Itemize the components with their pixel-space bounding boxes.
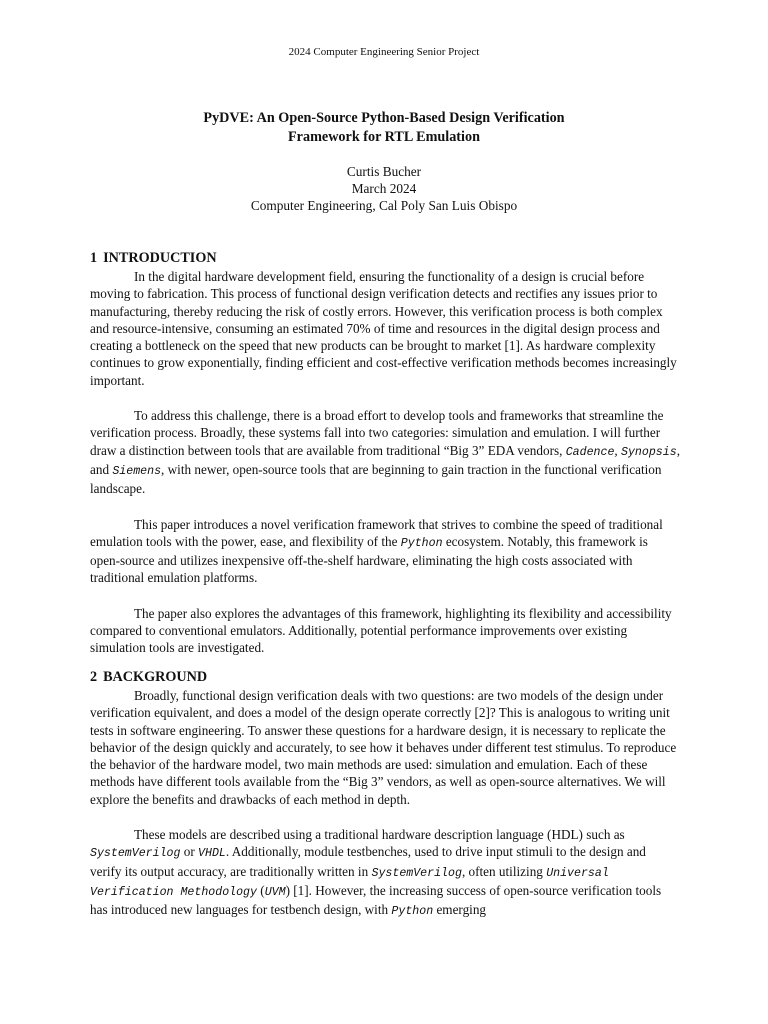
code-term: Universal Verification Methodology	[90, 866, 609, 899]
section-heading	[90, 248, 680, 268]
text-run: To address this challenge, there is a broad effort to develop tools and frameworks that streamline the verification process. Broadly, these systems fall into two categories: simulation and emulation. I will further draw a distinction between tools that are available from traditional “Big 3” EDA vendors,	[90, 408, 664, 458]
code-term: UVM	[264, 885, 286, 899]
paragraph	[90, 516, 680, 587]
text-run: ,	[614, 442, 622, 458]
text-run: These models are described using a traditional hardware description language (HDL) such as	[134, 827, 625, 843]
affiliation: Computer Engineering, Cal Poly San Luis Obispo	[250, 198, 518, 213]
paragraph	[90, 826, 680, 920]
code-term: Siemens	[112, 464, 162, 478]
paragraph	[90, 605, 680, 657]
section-number: 1	[90, 250, 98, 266]
section-introduction	[90, 248, 680, 657]
title-line-1: PyDVE: An Open-Source Python-Based Design Verification	[203, 110, 565, 126]
text-run: ) [1]. However, the increasing success of open-source verification tools has introduced new languages for testbench design, with	[90, 882, 662, 918]
text-run: or	[180, 844, 199, 860]
text-run: This paper introduces a novel verification framework that strives to combine the speed of traditional emulation tools with the power, ease, and flexibility of the	[90, 516, 663, 549]
paper-title	[140, 109, 628, 147]
section-number: 2	[90, 669, 98, 685]
author: Curtis Bucher	[346, 164, 422, 179]
running-header: 2024 Computer Engineering Senior Project	[288, 46, 480, 58]
text-run: In the digital hardware development field, ensuring the functionality of a design is crucial before moving to fabrication. This process of functional design verification detects and rectifies any issues prior to manufacturing, thereby reducing the risk of costly errors. However, this verification process is both complex and resource-intensive, consuming an estimated 70% of time and resources in the digital design process and creating a bottleneck on the speed that new products can be brought to market [1]. As hardware complexity continues to grow exponentially, finding efficient and cost-effective verification methods becomes increasingly important.	[90, 269, 677, 388]
title-line-2: Framework for RTL Emulation	[288, 129, 480, 145]
text-run: , with newer, open-source tools that are beginning to gain traction in the functional verification landscape.	[90, 461, 662, 497]
date: March 2024	[351, 181, 417, 196]
text-run: emerging	[433, 902, 487, 918]
code-term: SystemVerilog	[90, 847, 181, 861]
section-background	[90, 667, 680, 921]
text-run: The paper also explores the advantages of this framework, highlighting its flexibility and accessibility compared to conventional emulators. Additionally, potential performance improvements over existing simulation tools are investigated.	[90, 605, 672, 656]
section-title: BACKGROUND	[103, 669, 208, 685]
code-term: Python	[400, 536, 443, 550]
text-run: Broadly, functional design verification deals with two questions: are two models of the design under verification equivalent, and does a model of the design operate correctly [2]? This is analogous to writing unit tests in software engineering. To answer these questions for a hardware design, it is necessary to replicate the behavior of the design quickly and accurately, to see how it behaves under different test stimulus. To reproduce the behavior of the hardware model, two main methods are used: simulation and emulation. Each of these methods have different tools available from the “Big 3” vendors, as well as open-source alternatives. We will explore the benefits and drawbacks of each method in depth.	[90, 688, 677, 807]
code-term: Synopsis	[621, 445, 677, 459]
code-term: SystemVerilog	[371, 866, 462, 880]
paragraph	[90, 407, 680, 497]
paragraph	[90, 268, 680, 389]
code-term: VHDL	[198, 847, 226, 861]
text-run: , and	[90, 442, 680, 477]
paragraph	[90, 687, 680, 808]
text-run: (	[256, 882, 265, 898]
text-run: ecosystem. Notably, this framework is open-source and utilizes inexpensive off-the-shelf hardware, eliminating the high costs associated with traditional emulation platforms.	[90, 533, 648, 586]
section-title: INTRODUCTION	[103, 250, 217, 266]
code-term: Python	[391, 905, 434, 919]
code-term: Cadence	[565, 445, 615, 459]
text-run: , often utilizing	[461, 863, 547, 879]
text-run: . Additionally, module testbenches, used to drive input stimuli to the design and verify its output accuracy, are traditionally written in	[90, 844, 646, 879]
section-heading	[90, 667, 680, 687]
